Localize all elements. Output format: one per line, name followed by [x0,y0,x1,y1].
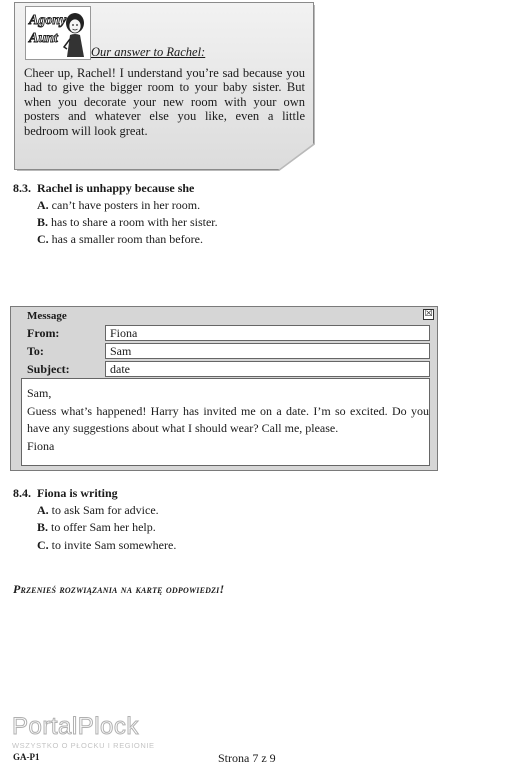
option-letter: A. [37,198,49,212]
question-number: 8.4. [13,486,31,500]
transfer-instruction: Przenieś rozwiązania na kartę odpowiedzi! [13,582,225,596]
watermark-tagline: WSZYSTKO O PŁOCKU I REGIONIE [12,741,155,750]
question-8-4 [13,486,118,501]
svg-text:Aunt: Aunt [29,31,58,46]
option-a [37,503,159,518]
subject-field[interactable]: date [105,361,430,377]
from-field[interactable]: Fiona [105,325,430,341]
page-number: Strona 7 z 9 [218,751,276,765]
option-text: to invite Sam somewhere. [51,538,177,552]
option-c [37,232,203,247]
agony-aunt-logo-image [26,7,90,59]
option-a [37,198,200,213]
message-greeting: Sam, [27,386,52,400]
option-letter: A. [37,503,49,517]
subject-label: Subject: [27,362,70,376]
option-b [37,520,156,535]
exam-code: GA-P1 [13,752,40,762]
message-body[interactable] [21,378,430,466]
option-text: has to share a room with her sister. [51,215,218,229]
message-signature: Fiona [27,438,55,453]
message-text: Guess what’s happened! Harry has invited me on a date. I’m so excited. Do you have any suggestions about what I should wear? Call me, please. [27,403,429,435]
option-letter: C. [37,232,49,246]
question-stem: Fiona is writing [37,486,118,500]
option-text: to ask Sam for advice. [51,503,159,517]
portal-watermark [12,714,155,750]
option-letter: B. [37,215,49,229]
svg-text:Agony: Agony [29,13,67,28]
watermark-name: PortalPlock [12,713,139,740]
agony-aunt-logo [25,6,91,60]
option-text: to offer Sam her help. [51,520,156,534]
question-stem: Rachel is unhappy because she [37,181,195,195]
to-label: To: [27,344,44,358]
to-field[interactable]: Sam [105,343,430,359]
message-title: Message [27,310,67,322]
option-c [37,538,176,553]
close-icon[interactable]: ☒ [424,309,433,319]
answer-title: Our answer to Rachel: [91,45,206,59]
option-letter: C. [37,538,49,552]
message-window [10,306,438,471]
option-letter: B. [37,520,49,534]
question-number: 8.3. [13,181,31,195]
option-text: can’t have posters in her room. [51,198,201,212]
answer-text: Cheer up, Rachel! I understand you’re sad because you had to give the bigger room to your baby sister. But when you decorate your new room with your own posters and whatever else you like, even a little bedroom will look great. [24,66,305,138]
question-8-3 [13,181,194,196]
from-label: From: [27,326,60,340]
option-b [37,215,218,230]
option-text: has a smaller room than before. [51,232,203,246]
